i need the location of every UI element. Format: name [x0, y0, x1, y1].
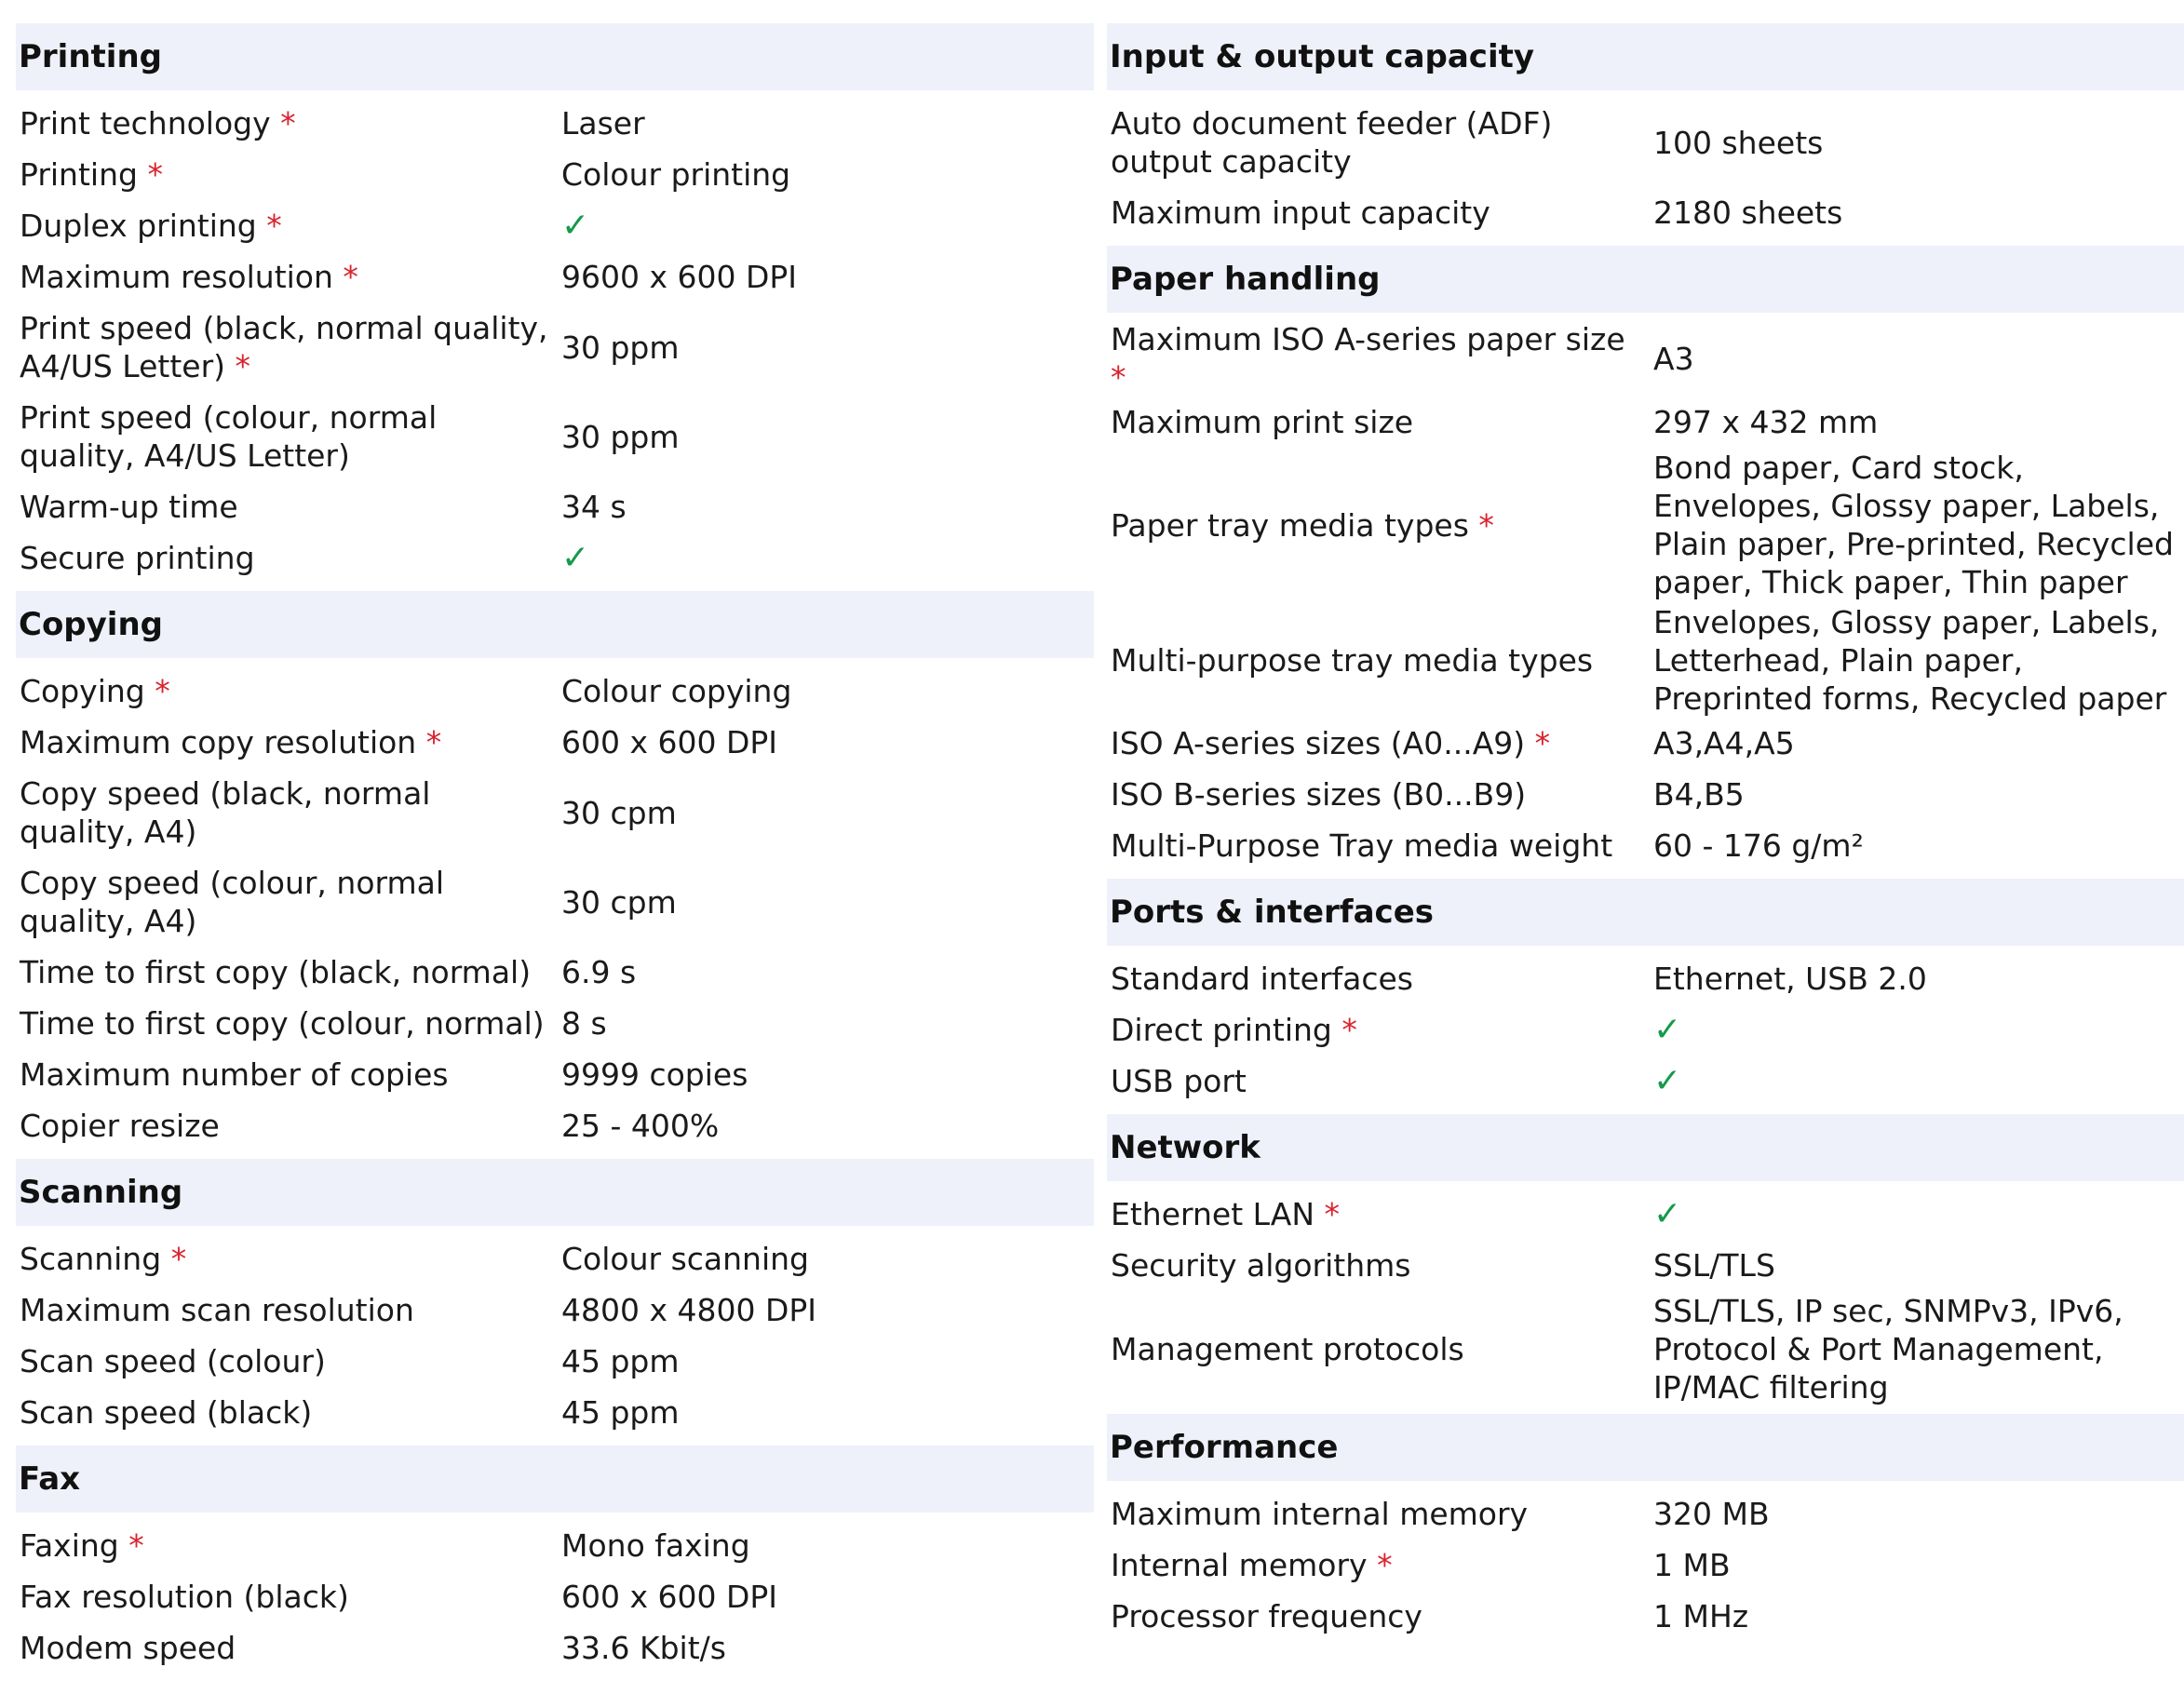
spec-label-cell [16, 1100, 558, 1151]
spec-label-cell [1107, 953, 1650, 1004]
spec-label: ISO B-series sizes (B0...B9) [1111, 776, 1527, 813]
spec-row [16, 1336, 1094, 1387]
spec-row [16, 857, 1094, 947]
spec-table-scanning [16, 1233, 1094, 1438]
spec-value: SSL/TLS, IP sec, SNMPv3, IPv6, Protocol & Port Management, IP/MAC filtering [1653, 1292, 2123, 1405]
spec-value: 1 MHz [1653, 1598, 1749, 1634]
spec-value-cell [558, 251, 1094, 303]
spec-label: Ethernet LAN [1111, 1196, 1315, 1232]
spec-label: USB port [1111, 1063, 1247, 1099]
spec-value-cell [558, 149, 1094, 200]
spec-label: Copier resize [20, 1108, 220, 1144]
spec-value: 100 sheets [1653, 124, 1824, 161]
spec-value: 30 cpm [561, 883, 677, 921]
spec-row [1107, 769, 2184, 820]
required-asterisk: * [1377, 1547, 1393, 1583]
spec-label: Paper tray media types [1111, 506, 1469, 544]
spec-label: Management protocols [1111, 1330, 1464, 1367]
spec-label: Print speed (black, normal quality, A4/US Letter) [20, 310, 548, 384]
spec-row [1107, 397, 2184, 448]
spec-label-cell [16, 1520, 558, 1571]
spec-value: 30 ppm [561, 418, 680, 455]
spec-label: Fax resolution (black) [20, 1579, 349, 1615]
spec-value: Ethernet, USB 2.0 [1653, 961, 1927, 997]
spec-row [16, 1233, 1094, 1284]
required-asterisk: * [343, 259, 358, 295]
spec-value: 2180 sheets [1653, 195, 1843, 231]
spec-value: 45 ppm [561, 1343, 680, 1379]
spec-row [16, 200, 1094, 251]
spec-label: Multi-purpose tray media types [1111, 641, 1594, 679]
required-asterisk: * [266, 208, 282, 244]
required-asterisk: * [1534, 725, 1551, 761]
spec-value-cell [1650, 320, 2184, 397]
spec-row [16, 251, 1094, 303]
spec-value-cell [558, 1100, 1094, 1151]
spec-value-cell [558, 998, 1094, 1049]
check-icon: ✓ [1653, 1062, 1682, 1100]
spec-label-cell [1107, 718, 1650, 769]
spec-value-cell [1650, 718, 2184, 769]
spec-value-cell [558, 768, 1094, 857]
spec-label: Maximum resolution [20, 259, 333, 295]
spec-row [1107, 1291, 2184, 1406]
spec-label-cell [1107, 320, 1650, 397]
spec-label: Printing [20, 156, 138, 193]
spec-label-cell [16, 303, 558, 392]
spec-value-cell [558, 98, 1094, 149]
spec-row [16, 1622, 1094, 1674]
section-header-fax: Fax [16, 1446, 1094, 1513]
spec-table-printing [16, 98, 1094, 584]
spec-value-cell [1650, 769, 2184, 820]
check-icon: ✓ [1653, 1011, 1682, 1049]
spec-label-cell [16, 717, 558, 768]
spec-label: Multi-Purpose Tray media weight [1111, 827, 1613, 864]
spec-label-cell [1107, 1056, 1650, 1107]
required-asterisk: * [170, 1241, 187, 1277]
spec-value-cell [558, 481, 1094, 532]
spec-value-cell [558, 1336, 1094, 1387]
spec-value: Mono faxing [561, 1527, 750, 1564]
spec-value: 600 x 600 DPI [561, 724, 778, 760]
spec-row [1107, 820, 2184, 871]
spec-label: Print speed (colour, normal quality, A4/US Letter) [20, 399, 438, 474]
spec-value-cell [558, 1049, 1094, 1100]
section-header-network: Network [1107, 1114, 2184, 1181]
check-icon: ✓ [1653, 1195, 1682, 1233]
spec-value: 25 - 400% [561, 1108, 720, 1144]
spec-label: Maximum internal memory [1111, 1496, 1529, 1532]
spec-value-cell [558, 1387, 1094, 1438]
spec-label-cell [16, 1233, 558, 1284]
spec-row [16, 1049, 1094, 1100]
spec-label: Internal memory [1111, 1547, 1368, 1583]
spec-row [1107, 718, 2184, 769]
spec-label: Copy speed (black, normal quality, A4) [20, 775, 431, 850]
spec-table-input-output-capacity [1107, 98, 2184, 238]
spec-row [16, 1100, 1094, 1151]
spec-label-cell [16, 392, 558, 481]
spec-label-cell [16, 200, 558, 251]
spec-label-cell [16, 1622, 558, 1674]
spec-value-cell [1650, 187, 2184, 238]
spec-value: 45 ppm [561, 1394, 680, 1431]
spec-label-cell [16, 998, 558, 1049]
spec-value-cell [1650, 397, 2184, 448]
spec-label: Scan speed (colour) [20, 1343, 326, 1379]
spec-label-cell [1107, 1291, 1650, 1406]
spec-label-cell [1107, 187, 1650, 238]
spec-table-paper-handling [1107, 320, 2184, 871]
spec-row [1107, 1591, 2184, 1642]
spec-label: Auto document feeder (ADF) output capacity [1111, 105, 1553, 180]
section-header-ports-interfaces: Ports & interfaces [1107, 879, 2184, 946]
spec-table-performance [1107, 1488, 2184, 1642]
spec-value: Colour copying [561, 673, 792, 709]
required-asterisk: * [1478, 506, 1494, 544]
spec-row [1107, 98, 2184, 187]
spec-row [16, 303, 1094, 392]
spec-row [16, 98, 1094, 149]
spec-value-cell [1650, 1291, 2184, 1406]
spec-value: 600 x 600 DPI [561, 1579, 778, 1615]
section-header-scanning: Scanning [16, 1159, 1094, 1226]
spec-row [1107, 448, 2184, 602]
spec-value: Colour printing [561, 156, 791, 193]
spec-row [1107, 1189, 2184, 1240]
spec-value: 9999 copies [561, 1056, 748, 1093]
spec-label-cell [16, 768, 558, 857]
spec-label: Duplex printing [20, 208, 257, 244]
spec-label-cell [16, 98, 558, 149]
spec-value: Laser [561, 105, 645, 141]
spec-value-cell [558, 1520, 1094, 1571]
spec-value-cell [1650, 1540, 2184, 1591]
spec-label: Standard interfaces [1111, 961, 1413, 997]
spec-label-cell [16, 857, 558, 947]
spec-label-cell [1107, 1488, 1650, 1540]
spec-label: Modem speed [20, 1630, 236, 1666]
spec-value-cell [558, 1284, 1094, 1336]
spec-label-cell [16, 1387, 558, 1438]
spec-row [1107, 1540, 2184, 1591]
spec-label-cell [16, 666, 558, 717]
spec-value-cell [1650, 1240, 2184, 1291]
required-asterisk: * [425, 724, 442, 760]
spec-value: B4,B5 [1653, 776, 1745, 813]
spec-value: 1 MB [1653, 1547, 1731, 1583]
check-icon: ✓ [561, 207, 590, 245]
spec-column-right [1107, 23, 2184, 1649]
spec-label: Time to first copy (colour, normal) [20, 1005, 545, 1042]
spec-value: SSL/TLS [1653, 1247, 1775, 1284]
spec-value: Envelopes, Glossy paper, Labels, Letterhead, Plain paper, Preprinted forms, Recycled paper [1653, 603, 2167, 717]
spec-value-cell [558, 200, 1094, 251]
spec-label: Processor frequency [1111, 1598, 1422, 1634]
spec-value-cell [1650, 448, 2184, 602]
spec-label-cell [1107, 1540, 1650, 1591]
spec-label-cell [1107, 602, 1650, 718]
spec-value-cell [1650, 953, 2184, 1004]
spec-table-network [1107, 1189, 2184, 1406]
spec-label: Print technology [20, 105, 271, 141]
spec-value: Colour scanning [561, 1241, 809, 1277]
spec-label: Scanning [20, 1241, 162, 1277]
required-asterisk: * [155, 673, 170, 709]
spec-row [1107, 1056, 2184, 1107]
spec-label: Warm-up time [20, 489, 238, 525]
spec-label-cell [16, 1284, 558, 1336]
spec-label-cell [1107, 1004, 1650, 1056]
required-asterisk: * [280, 105, 296, 141]
spec-row [1107, 953, 2184, 1004]
spec-label: ISO A-series sizes (A0...A9) [1111, 725, 1526, 761]
spec-value-cell [1650, 1004, 2184, 1056]
spec-row [1107, 320, 2184, 397]
spec-value-cell [1650, 820, 2184, 871]
spec-label: Maximum number of copies [20, 1056, 449, 1093]
spec-value: 320 MB [1653, 1496, 1770, 1532]
spec-value: 33.6 Kbit/s [561, 1630, 726, 1666]
spec-row [16, 1387, 1094, 1438]
spec-value: A3,A4,A5 [1653, 725, 1795, 761]
spec-value-cell [1650, 602, 2184, 718]
spec-label-cell [1107, 1591, 1650, 1642]
spec-row [16, 1284, 1094, 1336]
spec-label-cell [16, 947, 558, 998]
spec-value-cell [1650, 1056, 2184, 1107]
spec-value-cell [558, 1571, 1094, 1622]
section-header-copying: Copying [16, 591, 1094, 658]
spec-row [16, 666, 1094, 717]
spec-row [16, 481, 1094, 532]
spec-label-cell [1107, 397, 1650, 448]
spec-label-cell [1107, 1240, 1650, 1291]
spec-column-left [16, 23, 1094, 1681]
spec-value-cell [558, 717, 1094, 768]
spec-label: Maximum scan resolution [20, 1292, 414, 1328]
spec-label: Copy speed (colour, normal quality, A4) [20, 865, 445, 939]
spec-label: Maximum input capacity [1111, 195, 1490, 231]
spec-value-cell [558, 1233, 1094, 1284]
spec-label: Maximum print size [1111, 404, 1414, 440]
spec-label-cell [1107, 98, 1650, 187]
spec-label: Secure printing [20, 540, 255, 576]
spec-label: Maximum ISO A-series paper size [1111, 321, 1625, 357]
spec-label-cell [16, 1336, 558, 1387]
spec-row [1107, 1240, 2184, 1291]
spec-row [16, 392, 1094, 481]
required-asterisk: * [1341, 1012, 1357, 1048]
spec-value: 60 - 176 g/m² [1653, 827, 1864, 864]
required-asterisk: * [235, 348, 251, 384]
spec-table-fax [16, 1520, 1094, 1674]
required-asterisk: * [128, 1527, 144, 1564]
spec-row [16, 947, 1094, 998]
spec-value-cell [558, 857, 1094, 947]
spec-label-cell [1107, 820, 1650, 871]
spec-row [1107, 602, 2184, 718]
spec-label-cell [1107, 1189, 1650, 1240]
spec-label: Time to first copy (black, normal) [20, 954, 532, 990]
spec-row [1107, 187, 2184, 238]
spec-row [16, 768, 1094, 857]
spec-label-cell [16, 251, 558, 303]
spec-label: Copying [20, 673, 145, 709]
section-header-printing: Printing [16, 23, 1094, 90]
spec-value: 9600 x 600 DPI [561, 259, 798, 295]
spec-value: A3 [1653, 340, 1694, 377]
spec-label-cell [16, 1571, 558, 1622]
spec-value-cell [1650, 1591, 2184, 1642]
spec-value-cell [1650, 1488, 2184, 1540]
spec-row [16, 149, 1094, 200]
spec-label: Faxing [20, 1527, 119, 1564]
required-asterisk: * [1111, 359, 1126, 396]
spec-label-cell [1107, 769, 1650, 820]
spec-value: 6.9 s [561, 954, 637, 990]
spec-label-cell [1107, 448, 1650, 602]
section-header-performance: Performance [1107, 1414, 2184, 1481]
spec-row [16, 532, 1094, 584]
spec-label-cell [16, 149, 558, 200]
section-header-paper-handling: Paper handling [1107, 246, 2184, 313]
check-icon: ✓ [561, 539, 590, 577]
required-asterisk: * [147, 156, 163, 193]
spec-row [1107, 1004, 2184, 1056]
spec-row [1107, 1488, 2184, 1540]
spec-value-cell [1650, 98, 2184, 187]
spec-row [16, 998, 1094, 1049]
spec-row [16, 1520, 1094, 1571]
section-header-input-output-capacity: Input & output capacity [1107, 23, 2184, 90]
required-asterisk: * [1324, 1196, 1341, 1232]
spec-value-cell [558, 303, 1094, 392]
spec-value-cell [558, 666, 1094, 717]
spec-value: 30 ppm [561, 329, 680, 366]
spec-value: Bond paper, Card stock, Envelopes, Glossy paper, Labels, Plain paper, Pre-printed, Recycled paper, Thick paper, Thin paper [1653, 450, 2174, 600]
spec-value-cell [558, 532, 1094, 584]
spec-label: Security algorithms [1111, 1247, 1411, 1284]
spec-value: 34 s [561, 489, 627, 525]
spec-table-ports-interfaces [1107, 953, 2184, 1107]
spec-table-copying [16, 666, 1094, 1151]
spec-label-cell [16, 481, 558, 532]
spec-label-cell [16, 532, 558, 584]
spec-label-cell [16, 1049, 558, 1100]
spec-label: Maximum copy resolution [20, 724, 417, 760]
spec-row [16, 1571, 1094, 1622]
spec-value-cell [1650, 1189, 2184, 1240]
spec-value-cell [558, 947, 1094, 998]
spec-value-cell [558, 392, 1094, 481]
spec-value-cell [558, 1622, 1094, 1674]
spec-label: Scan speed (black) [20, 1394, 313, 1431]
spec-value: 4800 x 4800 DPI [561, 1292, 817, 1328]
spec-value: 8 s [561, 1005, 607, 1042]
spec-row [16, 717, 1094, 768]
spec-label: Direct printing [1111, 1012, 1332, 1048]
spec-value: 297 x 432 mm [1653, 404, 1879, 440]
spec-value: 30 cpm [561, 794, 677, 831]
